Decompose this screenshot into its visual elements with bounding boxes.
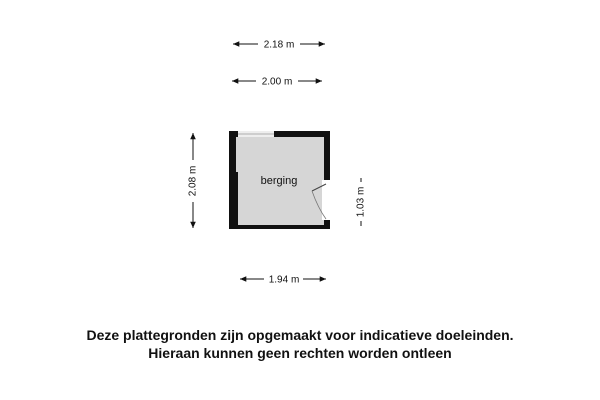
door-opening	[322, 180, 331, 220]
disclaimer-line-1: Deze plattegronden zijn opgemaakt voor indicatieve doeleinden.	[86, 327, 514, 343]
dimension-label-top-outer: 2.18 m	[263, 39, 295, 51]
dimension-left	[188, 133, 199, 228]
dimension-top-outer	[233, 40, 325, 51]
dimension-label-bottom: 1.94 m	[268, 274, 300, 286]
disclaimer-line-2: Hieraan kunnen geen rechten worden ontleen	[148, 345, 452, 361]
dimension-label-top-inner: 2.00 m	[261, 76, 293, 88]
dimension-top-inner	[232, 77, 322, 88]
dimension-label-left: 2.08 m	[187, 165, 199, 197]
dimension-bottom	[240, 275, 326, 286]
room-label: berging	[260, 175, 298, 187]
room-berging	[229, 131, 331, 229]
left-wall-section	[229, 172, 238, 229]
dimension-label-right: 1.03 m	[355, 186, 367, 218]
dimension-right	[356, 178, 367, 226]
